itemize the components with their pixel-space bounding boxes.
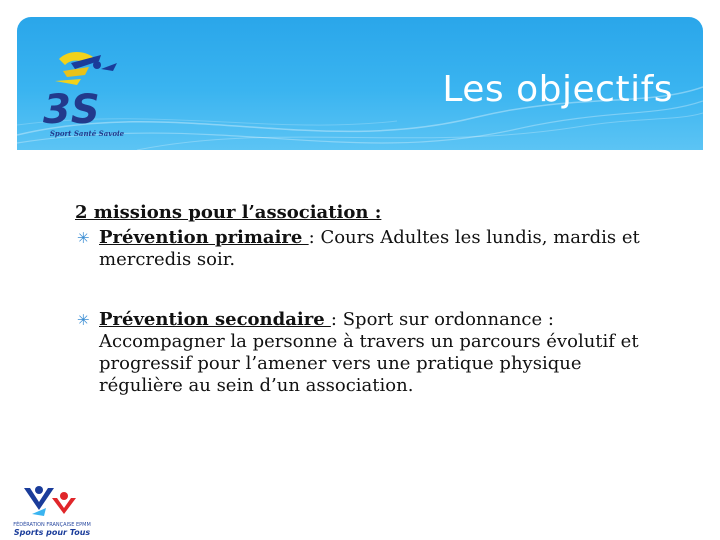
logo-bottom-caption: Sports pour Tous (13, 528, 91, 537)
logo-caption: Sport Santé Savoie (49, 129, 125, 138)
svg-text:3S: 3S (43, 87, 100, 133)
logo-federation-text: FÉDÉRATION FRANÇAISE EPMM (13, 522, 91, 528)
bullet-item (75, 227, 655, 271)
asterisk-bullet-icon: ✳ (77, 229, 90, 247)
missions-heading: 2 missions pour l’association : (75, 202, 382, 223)
slide-title: Les objectifs (442, 69, 673, 110)
bullet-term: Prévention secondaire (99, 309, 331, 330)
bullet-term: Prévention primaire (99, 227, 309, 248)
bullet-item (75, 309, 655, 397)
title-banner (17, 17, 703, 150)
bullet-text: Sport sur ordonnance : Accompagner la personne à travers un parcours évolutif et progressif pour l’amener vers une pratique physique régulière au sein d’un association. (99, 309, 639, 396)
bullet-separator: : (308, 227, 321, 248)
bullet-text: Cours Adultes les lundis, mardis et mercredis soir. (99, 227, 640, 270)
bullet-separator: : (330, 309, 343, 330)
slide-body (75, 202, 655, 397)
asterisk-bullet-icon: ✳ (77, 311, 90, 329)
